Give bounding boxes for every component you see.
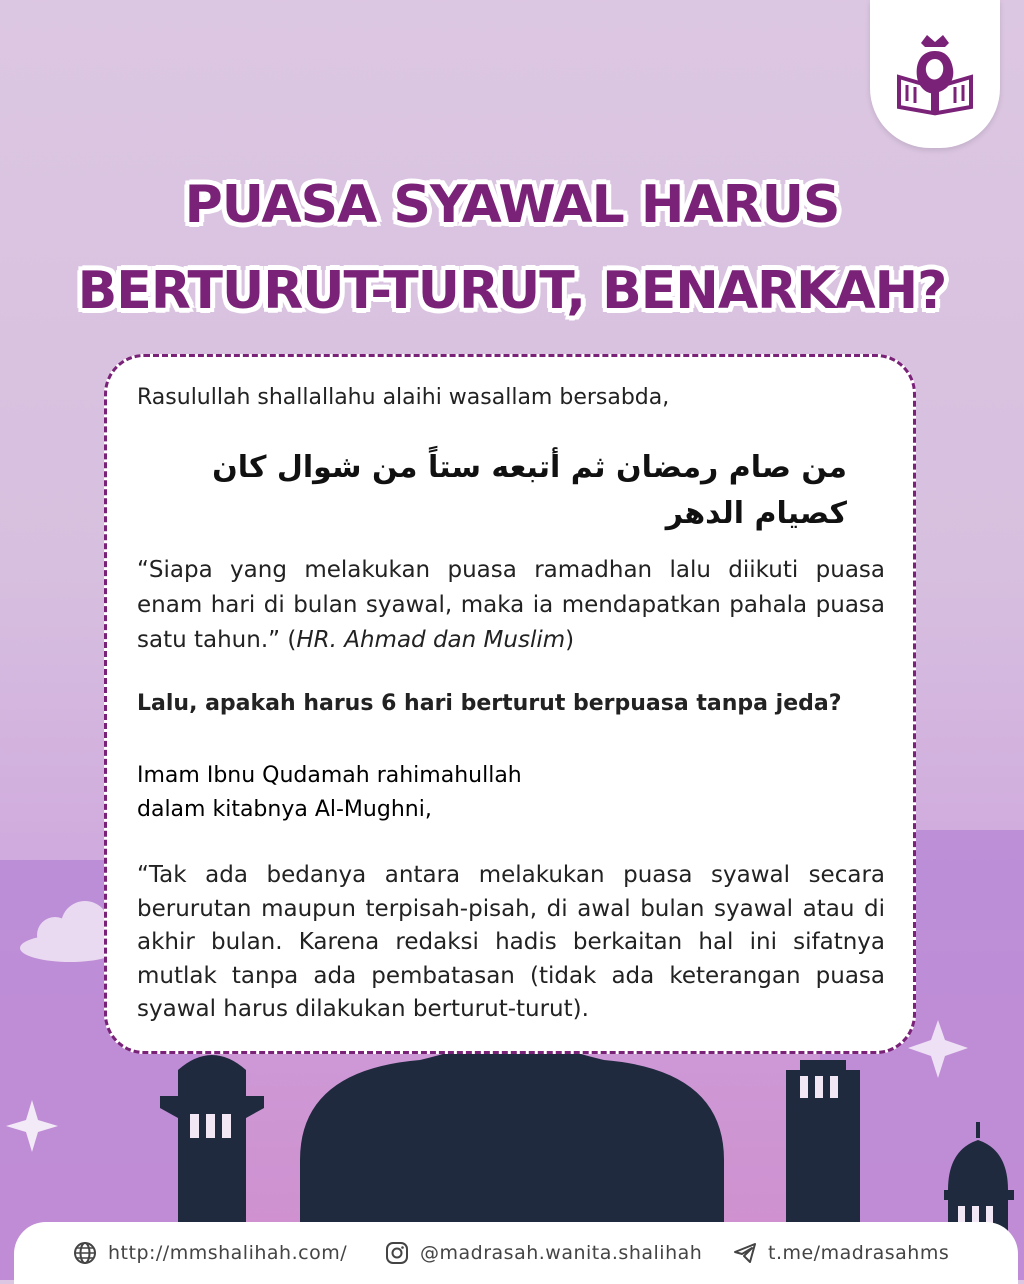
hadith-translation-text: “Siapa yang melakukan puasa ramadhan lalu diikuti puasa enam hari di bulan syawal, maka ia mendapatkan pahala puasa satu tahun.” (: [137, 557, 885, 653]
imam-quote: “Tak ada bedanya antara melakukan puasa syawal secara berurutan maupun terpisah-pisah, di awal bulan syawal atau di akhir bulan. Karena redaksi hadis berkaitan hal ini sifatnya mutlak tanpa ada pembatasan (tidak ada keterangan puasa syawal harus dilakukan berturut-turut).: [137, 862, 885, 1022]
footer-website[interactable]: [72, 1240, 347, 1266]
hadith-source-close: ): [565, 627, 575, 653]
title-line-2: BERTURUT-TURUT, BENARKAH?: [77, 261, 947, 321]
arabic-hadith: [207, 445, 847, 537]
footer-instagram[interactable]: [384, 1240, 702, 1266]
imam-line-1: Imam Ibnu Qudamah rahimahullah: [137, 763, 522, 788]
instagram-handle[interactable]: @madrasah.wanita.shalihah: [420, 1242, 703, 1264]
imam-line-2: dalam kitabnya Al-Mughni,: [137, 797, 432, 822]
arabic-line-2: كصيام الدهر: [665, 496, 847, 531]
question-heading: Lalu, apakah harus 6 hari berturut berpuasa tanpa jeda?: [137, 691, 842, 716]
globe-icon: [72, 1240, 98, 1266]
imam-attribution: [137, 759, 522, 827]
intro-text: Rasulullah shallallahu alaihi wasallam bersabda,: [137, 385, 670, 410]
content-card: [104, 354, 916, 1054]
title-line-1: PUASA SYAWAL HARUS: [184, 175, 840, 235]
footer-telegram[interactable]: [732, 1240, 949, 1266]
hadith-translation: [137, 553, 885, 658]
telegram-link[interactable]: t.me/madrasahms: [768, 1242, 950, 1264]
logo-badge: [870, 0, 1000, 148]
page-title: [0, 162, 1024, 334]
arabic-line-1: من صام رمضان ثم أتبعه ستاً من شوال كان: [212, 450, 847, 485]
footer-bar: [14, 1222, 1018, 1284]
website-link[interactable]: http://mmshalihah.com/: [108, 1242, 348, 1264]
telegram-icon: [732, 1240, 758, 1266]
logo-icon: [885, 29, 985, 119]
hadith-source: HR. Ahmad dan Muslim: [296, 627, 566, 653]
instagram-icon: [384, 1240, 410, 1266]
